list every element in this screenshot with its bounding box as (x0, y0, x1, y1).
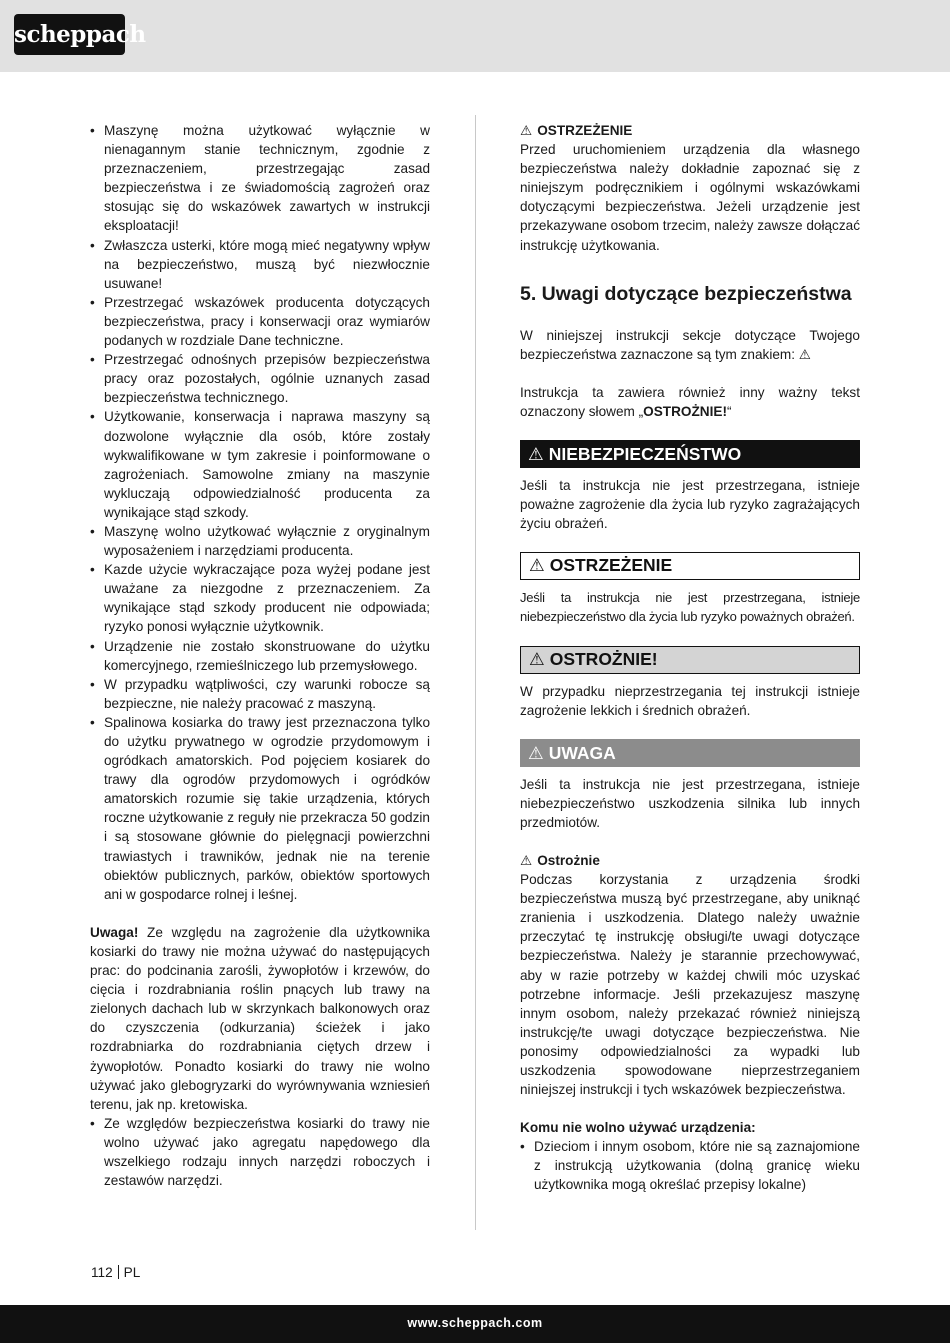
list-item: • Spalinowa kosiarka do trawy jest przeznaczona tylko do użytku prywatnego w ogrodzie przydomowym i ogródkach amatorskich. Pod pojęciem kosiarek do trawy dla ogrodów przydomowych i ogródków amatorskich rozumie się takie urządzenia, których roczne użytkowanie z reguły nie przekracza 50 godzin i są stosowane głównie do pielęgnacji powierzchni trawiastych i trawników, jednak nie na terenie obiektów publicznych, parków, obiektów sportowych ani w gospodarce rolnej i leśnej. (90, 713, 430, 904)
uwaga-paragraph (90, 923, 430, 1114)
list-item: • Użytkowanie, konserwacja i naprawa maszyny są dozwolone wyłącznie dla osób, które zostały wykwalifikowane w tym zakresie i poinformowane o zagrożeniach. Samowolne zmiany na maszynie wykluczają odpowiedzialność producenta za wynikające stąd szkody. (90, 407, 430, 522)
list-item: • Dzieciom i innym osobom, które nie są zaznajomione z instrukcją użytkowania (dolną granicę wieku użytkownika mogą określać przepisy lokalne) (520, 1137, 860, 1194)
signal-warning-box: ⚠ OSTRZEŻENIE (520, 552, 860, 580)
list-item: • W przypadku wątpliwości, czy warunki robocze są bezpieczne, nie należy pracować z maszyną. (90, 675, 430, 713)
column-divider (475, 115, 476, 1230)
bullet-list-who (520, 1137, 860, 1194)
language-code: PL (123, 1265, 141, 1280)
right-column (520, 121, 860, 1195)
scheppach-logo: scheppach (14, 14, 125, 55)
header-band (0, 0, 950, 72)
warning-triangle-icon: ⚠ (520, 123, 533, 138)
care-text: Podczas korzystania z urządzenia środki bezpieczeństwa muszą być przestrzegane, aby uniknąć zranienia i uszkodzenia. Dlatego należy uważnie przeczytać tę instrukcję obsługi/te uwagi dotyczące bezpieczeństwa. Należy je starannie przechowywać, aby w razie potrzeby w każdej chwili móc uzyskać potrzebne informacje. Jeśli przekazujesz maszynę innym osobom, należy przekazać również niniejszą instrukcję/te uwagi dotyczące bezpieczeństwa. Nie ponosimy odpowiedzialności za wypadki lub uszkodzenia spowodowane nieprzestrzeganiem niniejszej instrukcji i tych wskazówek bezpieczeństwa. (520, 872, 860, 1098)
warning-text: Przed uruchomieniem urządzenia dla własnego bezpieczeństwa należy dokładnie zapoznać się z niniejszym podręcznikiem i ogólnymi wskazówkami dotyczącymi bezpieczeństwa. Jeżeli urządzenie jest przekazywane osobom trzecim, należy zawsze dołączać instrukcję użytkowania. (520, 142, 860, 253)
intro2-text: Instrukcja ta zawiera również inny ważny tekst oznaczony słowem „OSTROŻNIE!“ (520, 384, 860, 419)
bullet-list-drive-unit (90, 1114, 430, 1190)
caution-text: W przypadku nieprzestrzegania tej instrukcji istnieje zagrożenie lekkich i średnich obrażeń. (520, 683, 860, 718)
intro-text: W niniejszej instrukcji sekcje dotyczące Twojego bezpieczeństwa zaznaczone są tym znakiem: ⚠ (520, 327, 860, 362)
signal-caution-box: ⚠ OSTROŻNIE! (520, 646, 860, 674)
list-item: • Ze względów bezpieczeństwa kosiarki do trawy nie wolno używać jako agregatu napędowego dla wszelkiego rodzaju innych narzędzi roboczych i zestawów narzędzi. (90, 1114, 430, 1190)
warning-triangle-icon: ⚠ (520, 852, 533, 868)
uwaga-text: Ze względu na zagrożenie dla użytkownika kosiarki do trawy nie można używać do następujących prac: do podcinania zarośli, żywopłotów i krzewów, do cięcia i rozdrabniania roślin pnących lub trawy na zielonych dachach lub w skrzynkach balkonowych oraz do czyszczenia (odkurzania) ścieżek i jako rozdrabniarka do rozdrabniania ciętych drzew i żywopłotów. Ponadto kosiarki do trawy nie wolno używać jako glebogryzarki do wyrównywania wzniesień terenu, jak np. kretowiska. (90, 924, 430, 1112)
list-item: • Kazde użycie wykraczające poza wyżej podane jest uważane za niezgodne z przeznaczeniem. Za wynikające stąd szkody producent nie odpowiada; ryzyko ponosi wyłącznie użytkownik. (90, 560, 430, 636)
bullet-list-intended-use (90, 121, 430, 904)
signal-danger-box: ⚠ NIEBEZPIECZEŃSTWO (520, 440, 860, 468)
section-title: 5. Uwagi dotyczące bezpieczeństwa (520, 282, 852, 305)
warning-triangle-icon: ⚠ (529, 648, 545, 669)
warning2-text: Jeśli ta instrukcja nie jest przestrzegana, istnieje niebezpieczeństwo dla życia lub ryzyko poważnych obrażeń. (520, 590, 860, 625)
who-heading: Komu nie wolno używać urządzenia: (520, 1120, 756, 1136)
uwaga-label: Uwaga! (90, 924, 139, 940)
warning-triangle-icon: ⚠ (528, 444, 544, 465)
warning-heading: ⚠ OSTRZEŻENIE (520, 121, 860, 140)
warning-triangle-icon: ⚠ (528, 742, 544, 763)
list-item: • Urządzenie nie zostało skonstruowane do użytku komercyjnego, rzemieślniczego lub przemysłowego. (90, 637, 430, 675)
page-footer-number (91, 1265, 140, 1280)
warning-triangle-icon: ⚠ (529, 555, 545, 576)
danger-text: Jeśli ta instrukcja nie jest przestrzegana, istnieje poważne zagrożenie dla życia lub ryzyko zagrażających życiu obrażeń. (520, 478, 860, 532)
page-number: 112 (91, 1265, 113, 1280)
list-item: • Maszynę można użytkować wyłącznie w nienagannym stanie technicznym, zgodnie z przeznaczeniem, przestrzegając zasad bezpieczeństwa i ze świadomością zagrożeń oraz stosując się do wskazówek zawartych w instrukcji eksploatacji! (90, 121, 430, 236)
footer-band (0, 1305, 950, 1343)
signal-notice-box: ⚠ UWAGA (520, 739, 860, 767)
list-item: • Zwłaszcza usterki, które mogą mieć negatywny wpływ na bezpieczeństwo, muszą być niezwłocznie usuwane! (90, 236, 430, 293)
care-heading: ⚠ Ostrożnie (520, 851, 860, 870)
website-link[interactable]: www.scheppach.com (407, 1316, 543, 1330)
list-item: • Maszynę wolno użytkować wyłącznie z oryginalnym wyposażeniem i narzędziami producenta. (90, 522, 430, 560)
list-item: • Przestrzegać odnośnych przepisów bezpieczeństwa pracy oraz pozostałych, ogólnie uznanych zasad bezpieczeństwa technicznego. (90, 350, 430, 407)
notice-text: Jeśli ta instrukcja nie jest przestrzegana, istnieje niebezpieczeństwo uszkodzenia silnika lub innych przedmiotów. (520, 776, 860, 830)
left-column (90, 121, 430, 1190)
list-item: • Przestrzegać wskazówek producenta dotyczących bezpieczeństwa, pracy i konserwacji oraz wymiarów podanych w rozdziale Dane techniczne. (90, 293, 430, 350)
